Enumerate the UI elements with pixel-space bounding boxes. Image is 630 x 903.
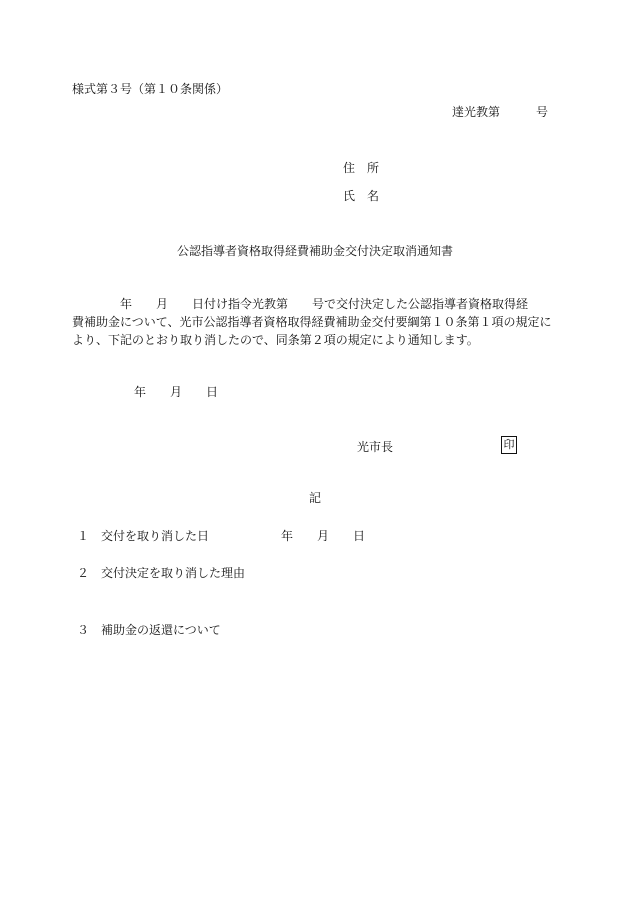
- item-refund: ３ 補助金の返還について: [77, 623, 221, 637]
- issue-date: 年 月 日: [134, 385, 219, 399]
- seal-stamp-box: 印: [501, 436, 517, 454]
- item-cancellation-reason: ２ 交付決定を取り消した理由: [77, 566, 246, 580]
- document-title: 公認指導者資格取得経費補助金交付決定取消通知書: [176, 244, 453, 258]
- body-paragraph: [72, 295, 564, 349]
- name-label: 氏 名: [343, 189, 380, 203]
- body-line-2: 費補助金について、光市公認指導者資格取得経費補助金交付要綱第１０条第１項の規定に: [72, 315, 552, 329]
- item-cancellation-date: １ 交付を取り消した日 年 月 日: [77, 529, 366, 543]
- form-identifier: 様式第３号（第１０条関係）: [72, 82, 229, 96]
- body-line-3: より、下記のとおり取り消したので、同条第２項の規定により通知します。: [72, 333, 479, 347]
- record-heading: 記: [308, 491, 321, 505]
- issuer-title: 光市長: [357, 440, 394, 454]
- document-number: 達光教第 号: [452, 105, 549, 119]
- body-line-1: 年 月 日付け指令光教第 号で交付決定した公認指導者資格取得経: [72, 297, 529, 311]
- address-label: 住 所: [343, 161, 380, 175]
